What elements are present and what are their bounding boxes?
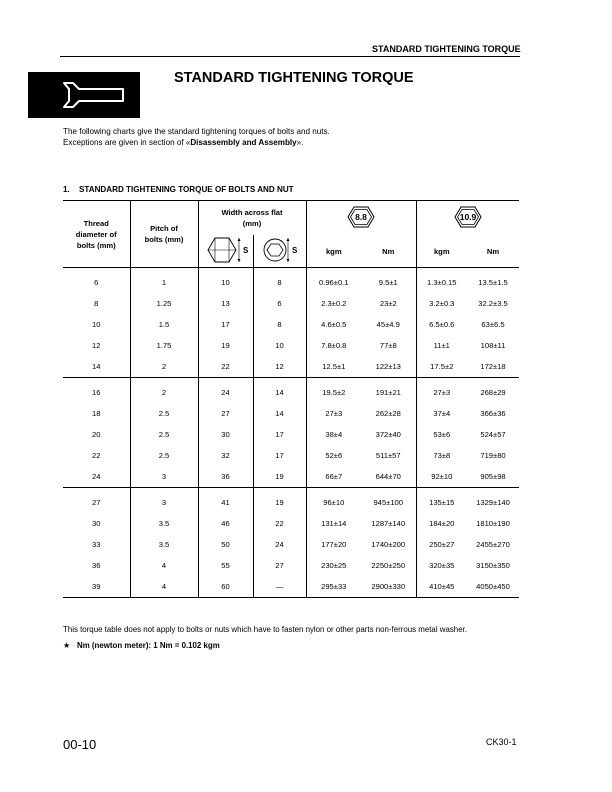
cell-nm-88: 2900±330	[361, 576, 416, 598]
cell-thread-diameter: 14	[63, 356, 130, 378]
grade-88-label: 8.8	[355, 212, 367, 222]
header-hex-bolt	[198, 235, 253, 268]
cell-width-socket: 14	[253, 403, 306, 424]
cell-kgm-109: 135±15	[416, 488, 467, 514]
cell-nm-109: 108±11	[480, 341, 506, 350]
cell-nm-88: 1287±140	[371, 519, 406, 528]
cell-nm-88: 644±70	[361, 466, 416, 488]
cell-width-socket: 19	[253, 488, 306, 514]
section-title: STANDARD TIGHTENING TORQUE OF BOLTS AND NUT	[79, 185, 294, 194]
header-grade-109	[416, 201, 519, 236]
cell-nm-88: 262±28	[375, 409, 401, 418]
cell-width-socket: 17	[253, 445, 306, 466]
cell-nm-109: 172±18	[467, 356, 519, 378]
cell-thread-diameter: 16	[92, 388, 101, 397]
cell-kgm-109: 17.5±2	[416, 356, 467, 378]
cell-kgm-88: 96±10	[306, 488, 361, 514]
cell-thread-diameter: 33	[92, 540, 101, 549]
cell-nm-88: 122±13	[361, 356, 416, 378]
table-row	[63, 576, 519, 598]
cell-width-hex: 10	[198, 268, 253, 294]
cell-nm-109: 1329±140	[476, 498, 510, 507]
cell-thread-diameter: 24	[63, 466, 130, 488]
cell-width-hex: 19	[198, 335, 253, 356]
cell-nm-88: 1740±200	[371, 540, 406, 549]
cell-width-hex: 36	[198, 466, 253, 488]
cell-pitch: 2.5	[130, 424, 198, 445]
cell-kgm-109: 11±1	[416, 335, 467, 356]
cell-width-socket: 19	[253, 466, 306, 488]
intro-line-1: The following charts give the standard tightening torques of bolts and nuts.	[63, 127, 330, 136]
torque-table-body	[63, 268, 519, 598]
torque-table	[63, 200, 519, 598]
cell-nm-88: 23±2	[379, 299, 397, 308]
cell-nm-88: 511±57	[375, 451, 401, 460]
section-number: 1.	[63, 185, 70, 194]
cell-thread-diameter: 30	[92, 519, 101, 528]
wrench-icon	[28, 72, 140, 118]
cell-width-hex: 46	[198, 513, 253, 534]
cell-kgm-88: 66±7	[306, 466, 361, 488]
cell-thread-diameter: 22	[92, 451, 101, 460]
cell-width-hex: 13	[198, 293, 253, 314]
cell-pitch: 3	[130, 466, 198, 488]
intro-line-2-prefix: Exceptions are given in section of «	[63, 138, 191, 147]
cell-pitch: 4	[130, 576, 198, 598]
cell-kgm-109: 6.5±0.6	[416, 314, 467, 335]
cell-width-socket: 24	[253, 534, 306, 555]
cell-thread-diameter: 20	[92, 430, 101, 439]
running-header-title: STANDARD TIGHTENING TORQUE	[372, 44, 521, 54]
cell-kgm-109: 1.3±0.15	[416, 268, 467, 294]
cell-width-hex: 60	[198, 576, 253, 598]
cell-width-hex: 24	[198, 378, 253, 404]
header-kgm-109: kgm	[416, 235, 467, 268]
cell-pitch: 2.5	[130, 445, 198, 466]
table-row	[63, 335, 519, 356]
cell-kgm-88: 19.5±2	[306, 378, 361, 404]
cell-kgm-88: 131±14	[306, 513, 361, 534]
cell-kgm-109: 53±6	[416, 424, 467, 445]
header-socket-bolt	[253, 235, 306, 268]
table-row	[63, 268, 519, 294]
cell-nm-109: 3150±350	[476, 561, 510, 570]
cell-nm-88: 945±100	[373, 498, 404, 507]
cell-width-hex: 27	[198, 403, 253, 424]
cell-kgm-109: 92±10	[416, 466, 467, 488]
table-row	[63, 293, 519, 314]
cell-nm-109: 32.2±3.5	[478, 299, 508, 308]
hex-grade-88-icon	[346, 205, 376, 229]
cell-kgm-88: 2.3±0.2	[306, 293, 361, 314]
cell-nm-109: 905±98	[467, 466, 519, 488]
cell-nm-88: 191±21	[375, 388, 401, 397]
header-nm-88: Nm	[361, 235, 416, 268]
header-thread-diameter: Thread diameter of bolts (mm)	[63, 201, 130, 268]
cell-pitch: 2	[130, 356, 198, 378]
grade-109-label: 10.9	[459, 212, 477, 222]
header-pitch: Pitch of bolts (mm)	[130, 201, 198, 268]
cell-width-socket: 10	[253, 335, 306, 356]
header-rule	[60, 56, 520, 57]
table-row	[63, 356, 519, 378]
cell-nm-109: 63±6.5	[481, 320, 505, 329]
cell-kgm-109: 184±20	[416, 513, 467, 534]
cell-kgm-109: 250±27	[416, 534, 467, 555]
cell-thread-diameter: 36	[92, 561, 101, 570]
table-note: This torque table does not apply to bolts or nuts which have to fasten nylon or other parts non-ferrous metal washer.	[63, 625, 467, 634]
cell-pitch: 2	[130, 378, 198, 404]
cell-width-hex: 32	[198, 445, 253, 466]
socket-bolt-head-icon	[258, 235, 302, 265]
document-code: CK30-1	[486, 737, 517, 747]
table-row	[63, 488, 519, 514]
cell-pitch: 1.5	[130, 314, 198, 335]
cell-pitch: 4	[130, 555, 198, 576]
cell-nm-109: 2455±270	[476, 540, 510, 549]
cell-width-socket: —	[253, 576, 306, 598]
cell-pitch: 1	[130, 268, 198, 294]
table-row	[63, 513, 519, 534]
cell-nm-109: 268±29	[480, 388, 506, 397]
cell-nm-109: 13.5±1.5	[478, 278, 508, 287]
cell-nm-109: 1810±190	[476, 519, 510, 528]
cell-kgm-109: 320±35	[416, 555, 467, 576]
cell-kgm-88: 7.8±0.8	[306, 335, 361, 356]
wrench-logo	[28, 72, 140, 118]
table-row	[63, 445, 519, 466]
cell-kgm-88: 295±33	[306, 576, 361, 598]
cell-width-hex: 50	[198, 534, 253, 555]
cell-width-socket: 22	[253, 513, 306, 534]
intro-line-2	[63, 137, 330, 148]
cell-kgm-88: 177±20	[306, 534, 361, 555]
cell-thread-diameter: 18	[92, 409, 101, 418]
cell-pitch: 3.5	[130, 534, 198, 555]
header-kgm-88: kgm	[306, 235, 361, 268]
cell-kgm-88: 0.96±0.1	[306, 268, 361, 294]
table-row	[63, 555, 519, 576]
cell-width-socket: 8	[253, 268, 306, 294]
cell-kgm-88: 38±4	[306, 424, 361, 445]
section-heading	[63, 185, 294, 194]
hex-bolt-head-icon	[201, 235, 251, 265]
cell-pitch: 2.5	[130, 403, 198, 424]
page-number: 00-10	[63, 737, 97, 752]
cell-nm-109: 524±57	[480, 430, 506, 439]
cell-pitch: 3.5	[130, 513, 198, 534]
unit-note-text: Nm (newton meter): 1 Nm = 0.102 kgm	[77, 641, 220, 650]
cell-thread-diameter: 39	[63, 576, 130, 598]
table-row	[63, 403, 519, 424]
cell-thread-diameter: 12	[92, 341, 101, 350]
cell-kgm-88: 52±6	[306, 445, 361, 466]
cell-width-hex: 17	[198, 314, 253, 335]
socket-bolt-s-label: S	[291, 246, 297, 255]
cell-pitch: 1.25	[130, 293, 198, 314]
cell-width-socket: 12	[253, 356, 306, 378]
cell-nm-109: 719±80	[480, 451, 506, 460]
cell-pitch: 3	[130, 488, 198, 514]
intro-line-2-bold: Disassembly and Assembly	[190, 138, 297, 147]
cell-nm-109: 4050±450	[467, 576, 519, 598]
table-row	[63, 378, 519, 404]
cell-thread-diameter: 6	[94, 278, 99, 287]
page-title: STANDARD TIGHTENING TORQUE	[174, 70, 414, 86]
intro-line-2-suffix: ».	[296, 138, 304, 147]
cell-width-hex: 55	[198, 555, 253, 576]
header-grade-88	[306, 201, 416, 236]
cell-nm-88: 2250±250	[371, 561, 406, 570]
cell-kgm-109: 37±4	[416, 403, 467, 424]
table-row	[63, 424, 519, 445]
cell-nm-88: 77±8	[379, 341, 397, 350]
header-width-across-flat: Width across flat (mm)	[198, 201, 306, 236]
cell-width-socket: 8	[253, 314, 306, 335]
table-row	[63, 534, 519, 555]
intro-text	[63, 126, 330, 148]
cell-width-socket: 17	[253, 424, 306, 445]
unit-note	[63, 641, 220, 650]
cell-width-socket: 6	[253, 293, 306, 314]
hex-grade-109-icon	[453, 205, 483, 229]
table-row	[63, 314, 519, 335]
cell-kgm-88: 12.5±1	[306, 356, 361, 378]
cell-thread-diameter: 10	[92, 320, 101, 329]
cell-width-hex: 30	[198, 424, 253, 445]
cell-kgm-109: 410±45	[416, 576, 467, 598]
cell-nm-88: 9.5±1	[378, 278, 398, 287]
cell-kgm-88: 27±3	[306, 403, 361, 424]
cell-thread-diameter: 27	[92, 498, 101, 507]
cell-width-socket: 27	[253, 555, 306, 576]
cell-nm-109: 366±36	[480, 409, 506, 418]
header-nm-109: Nm	[467, 235, 519, 268]
cell-nm-88: 45±4.9	[376, 320, 400, 329]
star-icon: ★	[63, 641, 71, 650]
cell-kgm-109: 27±3	[416, 378, 467, 404]
cell-width-socket: 14	[253, 378, 306, 404]
table-row	[63, 466, 519, 488]
hex-bolt-s-label: S	[242, 246, 248, 255]
cell-kgm-88: 4.6±0.5	[306, 314, 361, 335]
cell-width-hex: 22	[198, 356, 253, 378]
cell-kgm-109: 3.2±0.3	[416, 293, 467, 314]
cell-width-hex: 41	[198, 488, 253, 514]
cell-pitch: 1.75	[130, 335, 198, 356]
cell-thread-diameter: 8	[94, 299, 99, 308]
cell-nm-88: 372±40	[375, 430, 401, 439]
cell-kgm-88: 230±25	[306, 555, 361, 576]
cell-kgm-109: 73±8	[416, 445, 467, 466]
